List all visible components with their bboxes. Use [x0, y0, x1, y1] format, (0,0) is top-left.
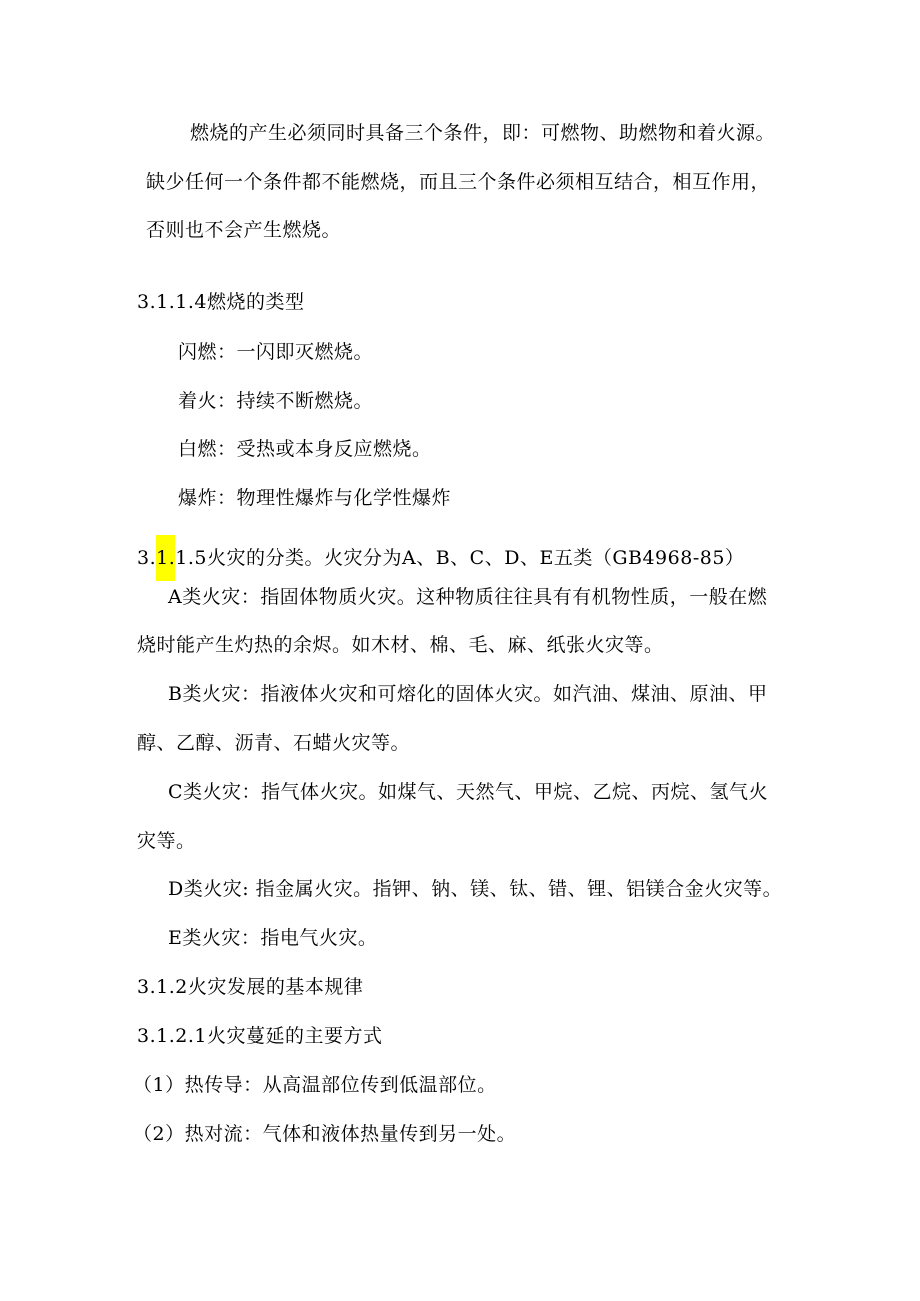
class-d-line: D类火灾: 指金属火灾。指钾、钠、镁、钛、错、锂、铝镁合金火灾等。 — [168, 878, 783, 900]
class-e-line: E类火灾：指电气火灾。 — [168, 927, 378, 949]
heading-3-1-1-5 — [137, 535, 744, 581]
class-c-line-2: 灾等。 — [137, 830, 196, 852]
class-b-line-1: B类火灾：指液体火灾和可熔化的固体火灾。如汽油、煤油、原油、甲 — [168, 683, 768, 705]
list-item-ignition: 着火：持续不断燃烧。 — [178, 390, 374, 412]
heading-3-1-2: 3.1.2火灾发展的基本规律 — [137, 976, 364, 998]
heading-3-1-1-4: 3.1.1.4燃烧的类型 — [137, 291, 305, 313]
heading-prefix: 3. — [137, 547, 157, 569]
list-item-convection: （2）热对流：气体和液体热量传到另一处。 — [133, 1123, 517, 1145]
heading-3-1-2-1: 3.1.2.1火灾蔓延的主要方式 — [137, 1025, 383, 1047]
list-item-spontaneous: 白燃：受热或本身反应燃烧。 — [178, 438, 432, 460]
list-item-explosion: 爆炸：物理性爆炸与化学性爆炸 — [178, 487, 452, 509]
class-b-line-2: 醇、乙醇、沥青、石蜡火灾等。 — [137, 732, 411, 754]
list-item-flash-fire: 闪燃：一闪即灭燃烧。 — [178, 341, 374, 363]
intro-line-3: 否则也不会产生燃烧。 — [146, 219, 342, 241]
heading-rest: 1.5火灾的分类。火灾分为A、B、C、D、E五类（GB4968-85） — [175, 547, 745, 569]
intro-line-2: 缺少任何一个条件都不能燃烧，而且三个条件必须相互结合，相互作用， — [146, 171, 771, 193]
class-a-line-1: A类火灾：指固体物质火灾。这种物质往往具有有机物性质，一般在燃 — [168, 586, 768, 608]
intro-line-1: 燃烧的产生必须同时具备三个条件，即：可燃物、助燃物和着火源。 — [190, 122, 776, 144]
list-item-conduction: （1）热传导：从高温部位传到低温部位。 — [133, 1074, 497, 1096]
highlight-mark: 1. — [156, 535, 175, 581]
class-a-line-2: 烧时能产生灼热的余烬。如木材、棉、毛、麻、纸张火灾等。 — [137, 634, 664, 656]
class-c-line-1: C类火灾：指气体火灾。如煤气、天然气、甲烷、乙烷、丙烷、氢气火 — [168, 781, 769, 803]
